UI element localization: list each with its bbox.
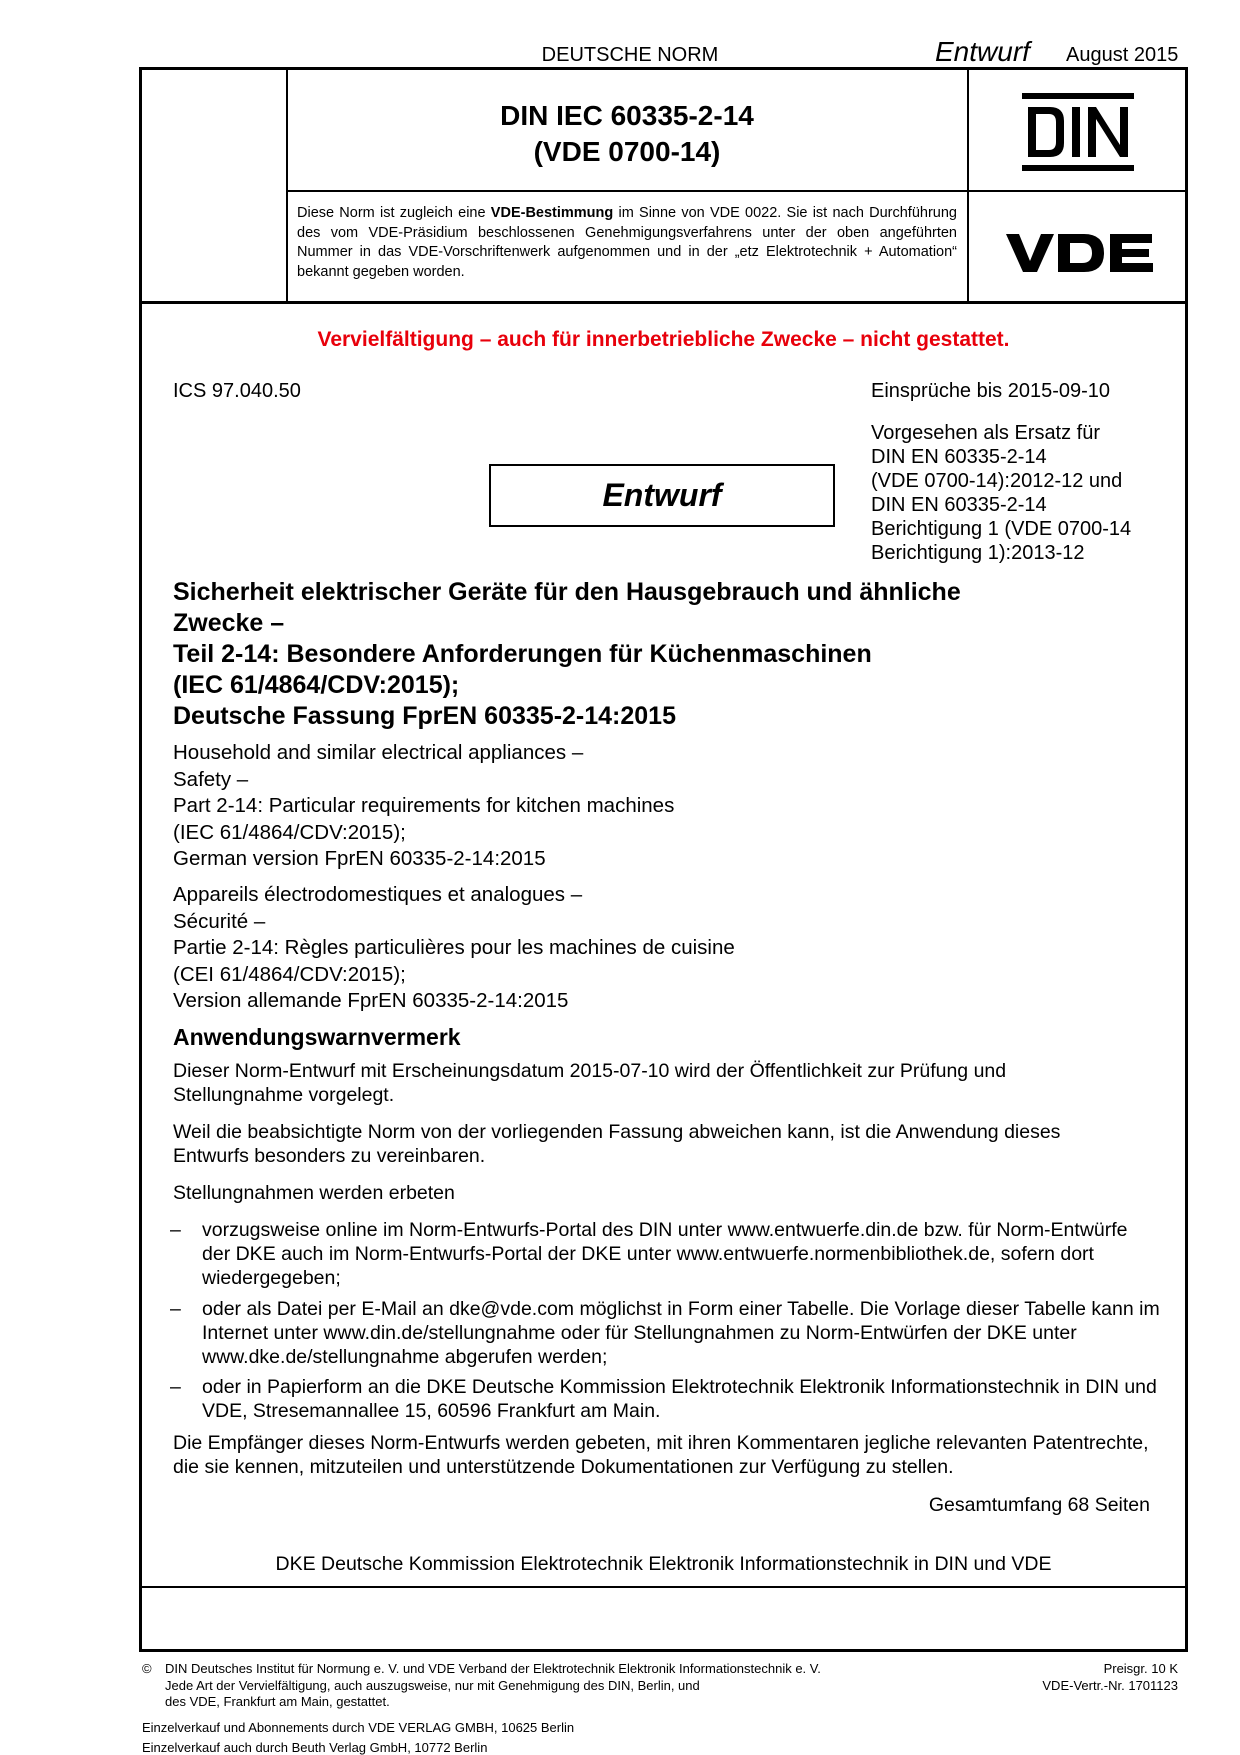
copyright-line: des VDE, Frankfurt am Main, gestattet. [165,1694,390,1709]
title-de-line: (IEC 61/4864/CDV:2015); [173,671,460,699]
draft-label: Entwurf [935,36,1030,67]
title-en-line: Part 2-14: Particular requirements for kitchen machines [173,794,675,817]
title-fr-line: Partie 2-14: Règles particulières pour les machines de cuisine [173,936,735,959]
title-de-line: Sicherheit elektrischer Geräte für den Hausgebrauch und ähnliche [173,578,961,606]
frame-divider-footer [139,1586,1188,1588]
standard-number-block [289,98,965,170]
title-de-line: Teil 2-14: Besondere Anforderungen für Küchenmaschinen [173,640,872,668]
list-item-text: oder als Datei per E-Mail an dke@vde.com möglichst in Form einer Tabelle. Die Vorlage dieser Tabelle kann im Internet unter www.din.de/stellungnahme oder für Stellungnahmen zu Norm-Entwürfen der DKE unter www.dke.de/stellungnahme abgerufen werden; [202,1298,1160,1368]
vde-logo [1006,230,1154,276]
price-group: Preisgr. 10 K [1103,1661,1178,1676]
warning-heading: Anwendungswarnvermerk [173,1024,461,1050]
list-dash: – [170,1219,181,1241]
patent-paragraph: Die Empfänger dieses Norm-Entwurfs werden gebeten, mit ihren Kommentaren jegliche relevanten Patentrechte, die sie kennen, mitzuteilen und unterstützende Dokumentationen zur Verfügung zu stellen. [173,1432,1149,1478]
copyright-notice [165,1661,935,1711]
frame-divider-left [286,67,288,302]
frame-divider-right [967,67,969,302]
title-de-line: Zwecke – [173,609,285,637]
copyright-line: Jede Art der Vervielfältigung, auch auszugsweise, nur mit Genehmigung des DIN, Berlin, und [165,1677,700,1693]
title-en-line: Safety – [173,767,249,791]
price-info [960,1661,1178,1694]
list-item-text: vorzugsweise online im Norm-Entwurfs-Portal des DIN unter www.entwuerfe.din.de bzw. für Norm-Entwürfe der DKE auch im Norm-Entwurfs-Portal der DKE unter www.entwuerfe.normenbibliothek.de, sofern dort wiedergegeben; [202,1219,1128,1289]
dke-line: DKE Deutsche Kommission Elektrotechnik Elektronik Informationstechnik in DIN und VDE [275,1553,1052,1575]
vde-number: (VDE 0700-14) [533,136,721,167]
title-fr-line: Sécurité – [173,909,266,933]
replacement-line: Berichtigung 1 (VDE 0700-14 [871,518,1132,540]
replacement-line: Vorgesehen als Ersatz für [871,422,1101,444]
title-fr-line: (CEI 61/4864/CDV:2015); [173,962,406,986]
replacement-line: Berichtigung 1):2013-12 [871,542,1085,564]
list-item [170,1297,1160,1369]
list-item-text: oder in Papierform an die DKE Deutsche Kommission Elektrotechnik Elektronik Informationstechnik in DIN und VDE, Stresemannallee 15, 60596 Frankfurt am Main. [202,1376,1157,1422]
intro-text-part1: Diese Norm ist zugleich eine [297,205,491,221]
objection-deadline: Einsprüche bis 2015-09-10 [871,380,1111,402]
frame-divider-header [139,301,1188,304]
vde-intro-text [297,204,957,282]
standard-number: DIN IEC 60335-2-14 [500,100,754,131]
ics-code: ICS 97.040.50 [173,380,301,402]
sales-info: Einzelverkauf und Abonnements durch VDE VERLAG GMBH, 10625 Berlin [142,1720,575,1735]
title-en-line: German version FprEN 60335-2-14:2015 [173,847,546,870]
norm-label: DEUTSCHE NORM [541,44,719,66]
sales-info: Einzelverkauf auch durch Beuth Verlag GmbH, 10772 Berlin [142,1740,488,1755]
list-dash: – [170,1376,181,1398]
title-de-line: Deutsche Fassung FprEN 60335-2-14:2015 [173,702,676,730]
copyright-line: DIN Deutsches Institut für Normung e. V. und VDE Verband der Elektrotechnik Elektronik Informationstechnik e. V. [165,1661,821,1676]
reproduction-notice: Vervielfältigung – auch für innerbetriebliche Zwecke – nicht gestattet. [317,328,1010,351]
copyright-icon: © [142,1661,152,1676]
title-fr-line: Version allemande FprEN 60335-2-14:2015 [173,989,569,1012]
list-item [170,1218,1160,1290]
comments-requested: Stellungnahmen werden erbeten [173,1182,455,1204]
issue-date: August 2015 [1066,44,1179,66]
title-fr-line: Appareils électrodomestiques et analogues – [173,883,583,906]
title-en-line: (IEC 61/4864/CDV:2015); [173,820,406,844]
replacement-note [871,421,1171,565]
list-dash: – [170,1298,181,1320]
warning-paragraph: Dieser Norm-Entwurf mit Erscheinungsdatum 2015-07-10 wird der Öffentlichkeit zur Prüfung und Stellungnahme vorgelegt. [173,1060,1007,1106]
title-english [173,740,1123,873]
title-en-line: Household and similar electrical appliances – [173,741,584,764]
total-pages: Gesamtumfang 68 Seiten [928,1494,1150,1516]
intro-text-bold: VDE-Bestimmung [490,205,614,221]
title-french [173,882,1123,1015]
draft-stamp: Entwurf [489,464,835,527]
warning-paragraph: Weil die beabsichtigte Norm von der vorliegenden Fassung abweichen kann, ist die Anwendung dieses Entwurfs besonders zu vereinbaren. [173,1121,1061,1167]
intro-text-part2: im Sinne von VDE 0022. Sie ist nach Durchführung des vom VDE-Präsidium beschlossenen Genehmigungsverfahrens unter der oben angeführten Nummer in das VDE-Vorschriftenwerk aufgenommen und in der „etz Elektrotechnik + Automation“ bekannt gegeben worden. [297,205,957,280]
list-item [170,1375,1160,1423]
frame-divider-middle [286,190,1188,192]
replacement-line: DIN EN 60335-2-14 [871,446,1047,468]
replacement-line: (VDE 0700-14):2012-12 und [871,470,1123,492]
title-german [173,577,1123,732]
replacement-line: DIN EN 60335-2-14 [871,494,1047,516]
din-logo [1022,93,1134,171]
vde-order-number: VDE-Vertr.-Nr. 1701123 [1042,1677,1178,1693]
